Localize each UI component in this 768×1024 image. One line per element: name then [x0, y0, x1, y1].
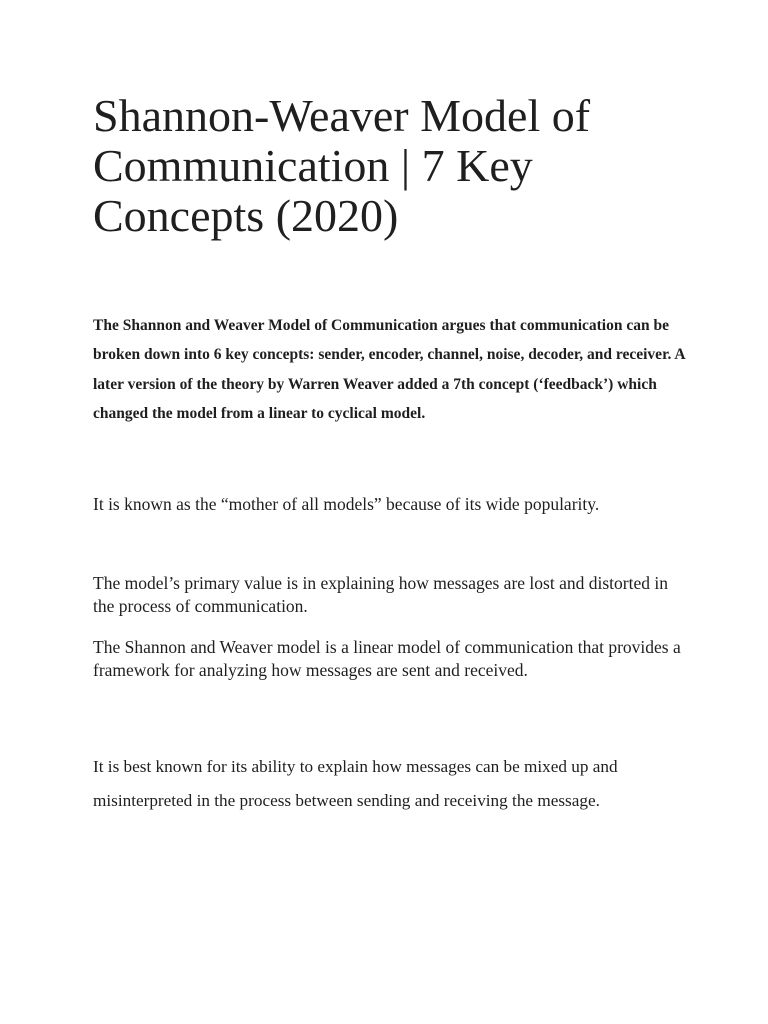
paragraph-3: The Shannon and Weaver model is a linear model of communication that provides a framework for analyzing how messages are sent and received. [93, 637, 681, 680]
paragraph-2: The model’s primary value is in explaining how messages are lost and distorted in the process of communication. [93, 573, 668, 616]
paragraph-1: It is known as the “mother of all models” because of its wide popularity. [93, 494, 600, 514]
document-title: Shannon-Weaver Model of Communication | 7 Key Concepts (2020) [93, 90, 591, 241]
paragraph-4: It is best known for its ability to explain how messages can be mixed up and misinterpreted in the process between sending and receiving the message. [93, 757, 618, 810]
lead-paragraph: The Shannon and Weaver Model of Communication argues that communication can be broken down into 6 key concepts: sender, encoder, channel, noise, decoder, and receiver. A later version of the theory by Warren Weaver added a 7th concept (‘feedback’) which changed the model from a linear to cyclical model. [93, 317, 685, 422]
